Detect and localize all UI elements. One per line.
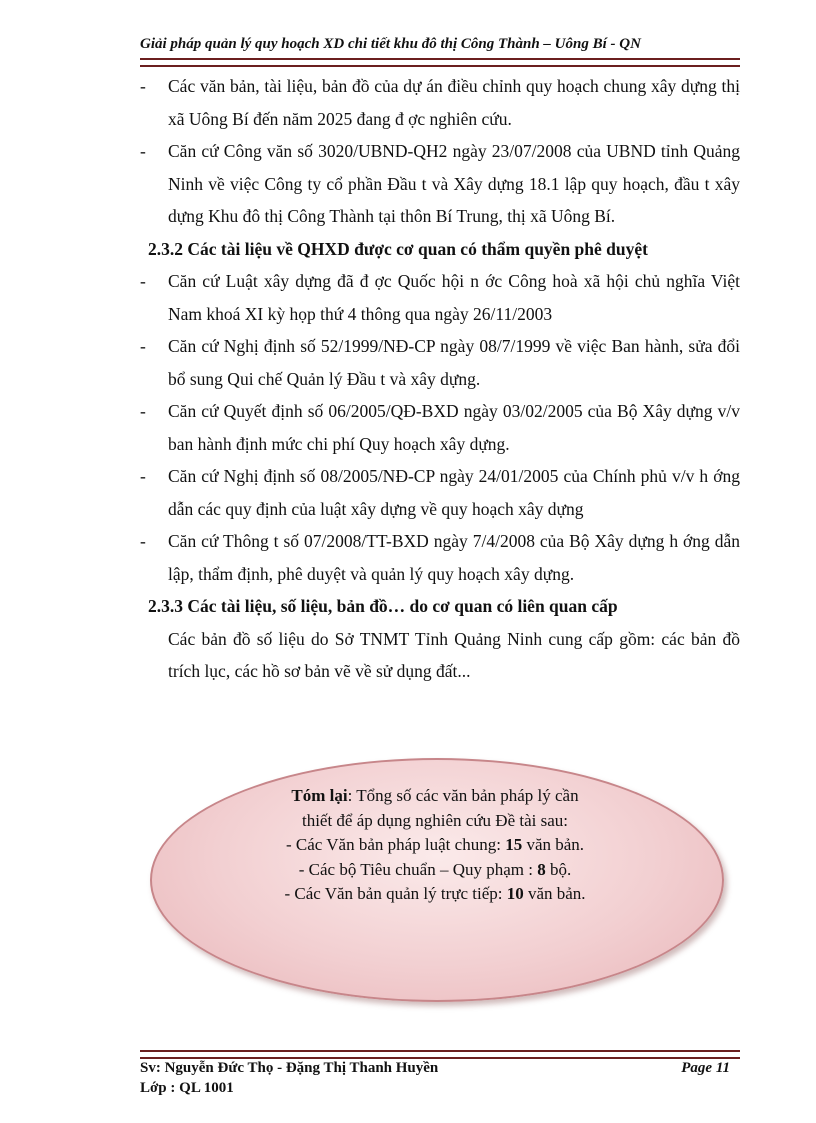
list-item <box>140 525 740 590</box>
footer-author: Sv: Nguyễn Đức Thọ - Đặng Thị Thanh Huyền <box>140 1060 439 1076</box>
summary-l3-label: - Các Văn bản quản lý trực tiếp: <box>284 884 507 903</box>
summary-text <box>150 784 720 907</box>
list-item-text: Các văn bản, tài liệu, bản đồ của dự án điều chỉnh quy hoạch chung xây dựng thị xã Uông Bí đến năm 2025 đang đ ợc nghiên cứu. <box>168 76 740 129</box>
summary-l2-count: 8 <box>537 859 546 879</box>
summary-l1-count: 15 <box>505 835 523 854</box>
list-item-text: Căn cứ Thông t số 07/2008/TT-BXD ngày 7/4/2008 của Bộ Xây dựng h ớng dẫn lập, thẩm định, phê duyệt và quản lý quy hoạch xây dựng. <box>168 531 740 584</box>
summary-l1-label: - Các Văn bản pháp luật chung: <box>285 835 506 854</box>
document-body <box>140 70 740 688</box>
summary-label: Tóm lại <box>291 786 348 805</box>
summary-intro-text: : Tổng số các văn bản pháp lý cần <box>347 786 579 805</box>
footer-class: Lớp : QL 1001 <box>140 1080 234 1096</box>
list-item-text: Căn cứ Luật xây dựng đã đ ợc Quốc hội n ớc Công hoà xã hội chủ nghĩa Việt Nam khoá XI kỳ họp thứ 4 thông qua ngày 26/11/2003 <box>168 271 740 324</box>
list-item-text: Căn cứ Quyết định số 06/2005/QĐ-BXD ngày 03/02/2005 của Bộ Xây dựng v/v ban hành định mức chi phí Quy hoạch xây dựng. <box>168 401 740 454</box>
bullet-dash: - <box>140 271 146 291</box>
summary-l2-unit: bộ. <box>545 859 572 879</box>
page-footer <box>140 1058 740 1098</box>
list-item <box>140 460 740 525</box>
list-item-text: Căn cứ Nghị định số 08/2005/NĐ-CP ngày 24/01/2005 của Chính phủ v/v h ớng dẫn các quy định của luật xây dựng về quy hoạch xây dựng <box>168 466 740 519</box>
list-item <box>140 70 740 135</box>
section-paragraph: Các bản đồ số liệu do Sở TNMT Tỉnh Quảng Ninh cung cấp gồm: các bản đồ trích lục, các hồ sơ bản vẽ về sử dụng đất... <box>168 628 740 681</box>
section-heading-2-3-2: 2.3.2 Các tài liệu về QHXD được cơ quan có thẩm quyền phê duyệt <box>148 238 648 259</box>
summary-line-intro <box>150 784 720 809</box>
summary-l2-label: - Các bộ Tiêu chuẩn – Quy phạm : <box>298 859 538 879</box>
summary-line-3 <box>150 882 720 907</box>
list-item <box>140 135 740 233</box>
bullet-dash: - <box>140 401 146 421</box>
summary-l1-unit: văn bản. <box>522 835 585 854</box>
list-item-text: Căn cứ Công văn số 3020/UBND-QH2 ngày 23/07/2008 của UBND tỉnh Quảng Ninh về việc Công ty cổ phần Đầu t và Xây dựng 18.1 lập quy hoạch, đầu t xây dựng Khu đô thị Công Thành tại thôn Bí Trung, thị xã Uông Bí. <box>168 141 740 226</box>
list-item-text: Căn cứ Nghị định số 52/1999/NĐ-CP ngày 08/7/1999 về việc Ban hành, sửa đổi bổ sung Qui chế Quản lý Đầu t và xây dựng. <box>168 336 740 389</box>
page-header-title: Giải pháp quản lý quy hoạch XD chi tiết khu đô thị Công Thành – Uông Bí - QN <box>140 36 641 52</box>
summary-l3-unit: văn bản. <box>523 884 586 903</box>
bullet-dash: - <box>140 336 146 356</box>
bullet-dash: - <box>140 141 146 161</box>
bullet-dash: - <box>140 76 146 96</box>
bullet-dash: - <box>140 531 146 551</box>
page-number: Page 11 <box>681 1060 730 1076</box>
list-item <box>140 395 740 460</box>
summary-line-intro-2: thiết để áp dụng nghiên cứu Đề tài sau: <box>301 810 569 830</box>
list-item <box>140 265 740 330</box>
summary-line-1 <box>150 833 720 858</box>
bullet-dash: - <box>140 466 146 486</box>
summary-l3-count: 10 <box>506 884 524 903</box>
header-rule <box>140 58 740 67</box>
summary-callout <box>150 758 720 998</box>
section-heading-2-3-3: 2.3.3 Các tài liệu, số liệu, bản đồ… do cơ quan có liên quan cấp <box>148 596 618 616</box>
list-item <box>140 330 740 395</box>
summary-line-2 <box>150 858 720 883</box>
